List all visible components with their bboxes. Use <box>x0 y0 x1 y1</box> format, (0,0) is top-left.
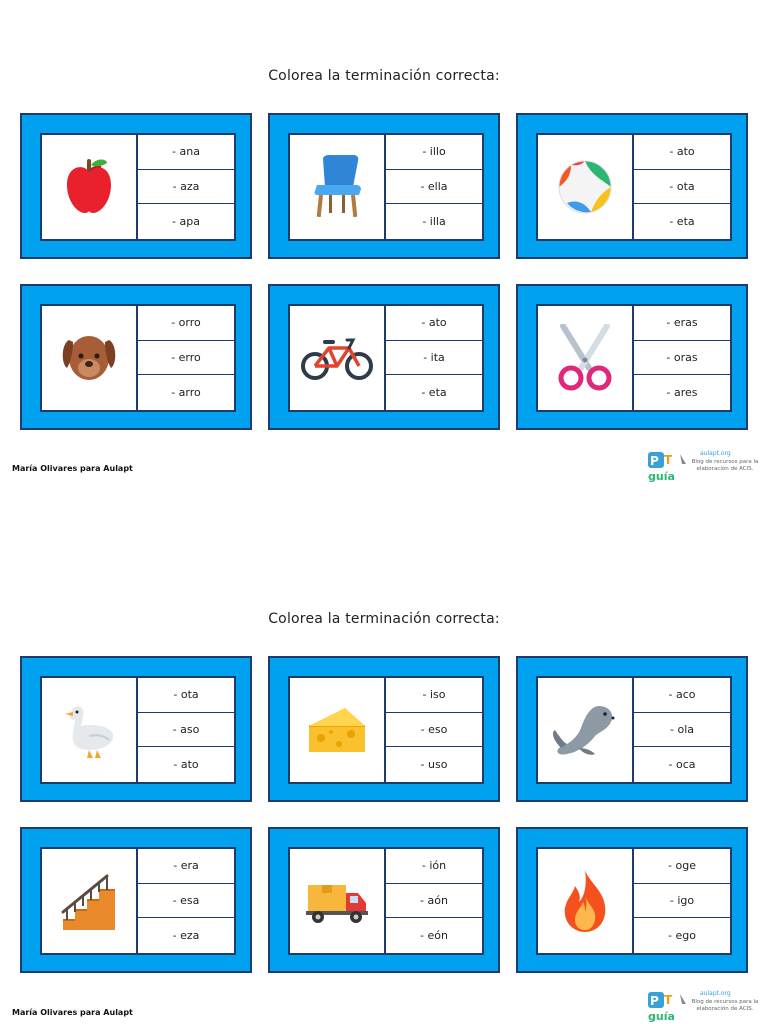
picture-cell <box>42 849 138 953</box>
ending-option[interactable]: - eza <box>172 929 200 943</box>
exercise-card <box>516 656 748 802</box>
ending-option[interactable]: - ita <box>386 341 482 376</box>
picture-cell <box>42 306 138 410</box>
ending-option[interactable]: - eón <box>420 929 448 943</box>
exercise-card <box>20 284 252 430</box>
picture-cell <box>42 678 138 782</box>
exercise-card <box>516 113 748 259</box>
beach-ball-icon <box>557 159 613 215</box>
exercise-card <box>20 113 252 259</box>
ending-option[interactable]: - illo <box>386 135 482 170</box>
svg-text:guía: guía <box>648 470 675 483</box>
picture-cell <box>538 849 634 953</box>
picture-cell <box>290 678 386 782</box>
ending-option[interactable]: - illa <box>422 215 446 229</box>
instruction-title-2: Colorea la terminación correcta: <box>268 611 500 627</box>
ending-option[interactable]: - ato <box>634 135 730 170</box>
logo-site: aulapt.org <box>700 450 731 457</box>
ending-option[interactable]: - ato <box>386 306 482 341</box>
ending-option[interactable]: - eta <box>669 215 695 229</box>
dog-icon <box>59 330 119 386</box>
logo-tagline: Blog de recursos para la elaboración de ACIS. <box>691 999 759 1012</box>
ending-option[interactable]: - era <box>138 849 234 884</box>
logo-tagline: Blog de recursos para la elaboración de ACIS. <box>691 459 759 472</box>
seal-icon <box>549 700 621 760</box>
logo-site: aulapt.org <box>700 990 731 997</box>
ending-option[interactable]: - apa <box>172 215 200 229</box>
author-credit-2: María Olivares para Aulapt <box>12 1008 133 1017</box>
exercise-card <box>516 827 748 973</box>
picture-cell <box>538 306 634 410</box>
ending-option[interactable]: - aza <box>138 170 234 205</box>
ptguia-logo-icon <box>646 990 690 1024</box>
ending-option[interactable]: - uso <box>420 758 448 772</box>
apple-icon <box>61 157 117 217</box>
picture-cell <box>290 306 386 410</box>
picture-cell <box>42 135 138 239</box>
exercise-card <box>268 113 500 259</box>
ending-option[interactable]: - esa <box>138 884 234 919</box>
ending-option[interactable]: - ato <box>173 758 199 772</box>
ending-option[interactable]: - ares <box>666 386 698 400</box>
ending-option[interactable]: - eta <box>421 386 447 400</box>
duck-icon <box>59 700 119 760</box>
ending-option[interactable]: - orro <box>138 306 234 341</box>
ending-option[interactable]: - ota <box>138 678 234 713</box>
exercise-card <box>268 284 500 430</box>
ending-option[interactable]: - igo <box>634 884 730 919</box>
scissors-icon <box>555 324 615 392</box>
ending-option[interactable]: - ella <box>386 170 482 205</box>
exercise-card <box>268 827 500 973</box>
exercise-card <box>516 284 748 430</box>
svg-text:T: T <box>664 993 673 1007</box>
exercise-card <box>20 656 252 802</box>
picture-cell <box>538 678 634 782</box>
aulapt-logo-1 <box>646 450 759 484</box>
ending-option[interactable]: - oras <box>634 341 730 376</box>
ending-option[interactable]: - erro <box>138 341 234 376</box>
ending-option[interactable]: - oge <box>634 849 730 884</box>
ending-option[interactable]: - ola <box>634 713 730 748</box>
picture-cell <box>290 135 386 239</box>
chair-icon <box>309 155 365 219</box>
stairs-icon <box>59 870 119 932</box>
ptguia-logo-icon <box>646 450 690 484</box>
picture-cell <box>290 849 386 953</box>
svg-text:P: P <box>650 454 659 468</box>
truck-icon <box>304 877 370 925</box>
ending-option[interactable]: - eras <box>634 306 730 341</box>
fire-icon <box>559 868 611 934</box>
svg-text:T: T <box>664 453 673 467</box>
ending-option[interactable]: - ota <box>634 170 730 205</box>
ending-option[interactable]: - aón <box>386 884 482 919</box>
ending-option[interactable]: - ana <box>138 135 234 170</box>
exercise-card <box>20 827 252 973</box>
ending-option[interactable]: - aco <box>634 678 730 713</box>
cheese-icon <box>305 704 369 756</box>
instruction-title-1: Colorea la terminación correcta: <box>268 68 500 84</box>
svg-text:P: P <box>650 994 659 1008</box>
author-credit-1: María Olivares para Aulapt <box>12 464 133 473</box>
svg-text:guía: guía <box>648 1010 675 1023</box>
ending-option[interactable]: - arro <box>171 386 201 400</box>
ending-option[interactable]: - iso <box>386 678 482 713</box>
ending-option[interactable]: - aso <box>138 713 234 748</box>
bicycle-icon <box>301 334 373 382</box>
ending-option[interactable]: - eso <box>386 713 482 748</box>
ending-option[interactable]: - ego <box>668 929 696 943</box>
ending-option[interactable]: - oca <box>668 758 696 772</box>
ending-option[interactable]: - ión <box>386 849 482 884</box>
picture-cell <box>538 135 634 239</box>
exercise-card <box>268 656 500 802</box>
aulapt-logo-2 <box>646 990 759 1024</box>
